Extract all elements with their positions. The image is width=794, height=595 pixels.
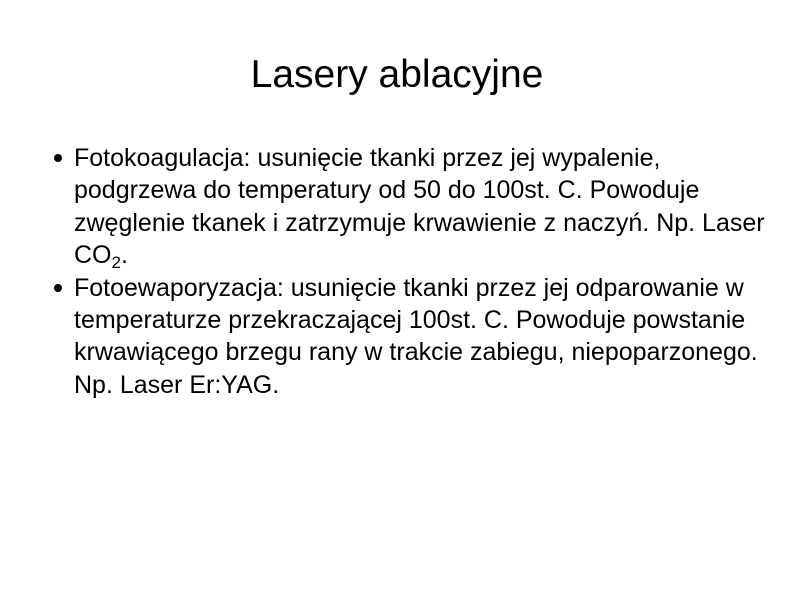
bullet-item-fotokoagulacja bbox=[52, 142, 772, 272]
bullet-text-main: Fotoewaporyzacja: usunięcie tkanki przez jej odparowanie w temperaturze przekraczającej 100st. C. Powoduje powstanie krwawiącego brzegu rany w trakcie zabiegu, niepoparzonego. Np. Laser Er:YAG. bbox=[74, 273, 758, 399]
bullet-item-fotoewaporyzacja bbox=[52, 272, 772, 402]
bullet-text bbox=[74, 142, 772, 272]
subscript: 2 bbox=[111, 253, 121, 273]
bullet-dot-icon bbox=[54, 284, 62, 292]
bullet-text bbox=[74, 272, 772, 402]
slide-title: Lasery ablacyjne bbox=[250, 53, 544, 96]
bullet-text-end: . bbox=[120, 241, 128, 270]
bullet-text-main: Fotokoagulacja: usunięcie tkanki przez jej wypalenie, podgrzewa do temperatury od 50 do 100st. C. Powoduje zwęglenie tkanek i zatrzymuje krwawienie z naczyń. Np. Laser CO bbox=[74, 144, 765, 270]
bullet-dot-icon bbox=[54, 154, 62, 162]
bullet-list bbox=[52, 142, 772, 401]
